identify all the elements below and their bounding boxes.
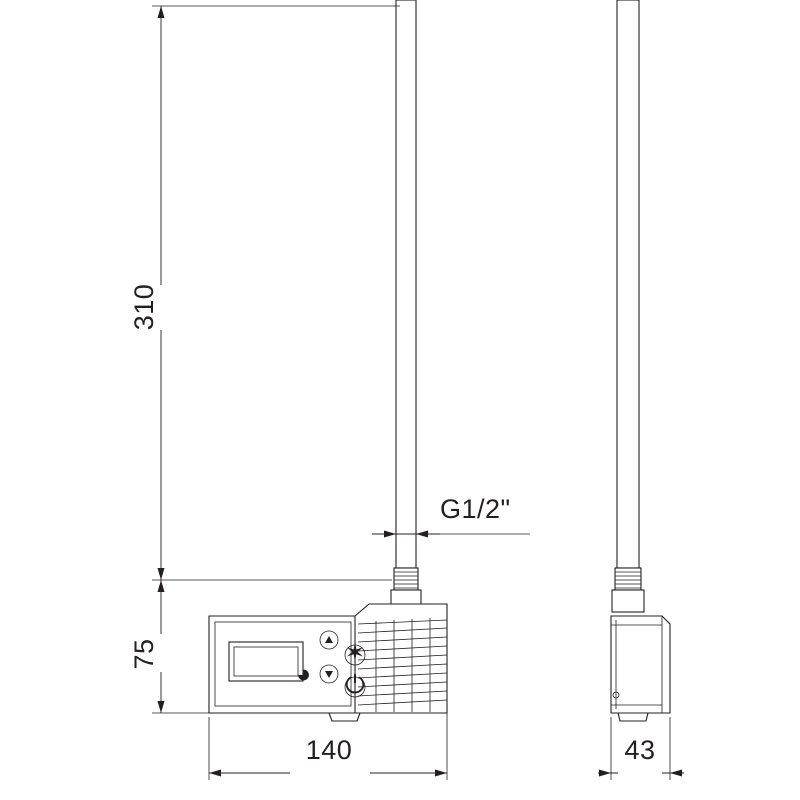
dimension-75-label: 75 — [129, 638, 159, 670]
front-view-body — [611, 616, 670, 713]
side-view — [209, 0, 447, 721]
dimension-140-label: 140 — [305, 735, 353, 765]
dimension-75 — [129, 580, 165, 713]
dimension-thread — [372, 494, 511, 538]
side-view-thread — [394, 568, 418, 590]
mode-icon: ✶ — [344, 639, 366, 667]
front-view — [611, 0, 670, 721]
dimension-140 — [209, 735, 447, 777]
side-view-bottom-tab — [329, 713, 360, 721]
dimension-310 — [129, 6, 165, 580]
side-view-pipe — [396, 0, 416, 568]
display-screen — [229, 642, 303, 681]
power-icon: ⏻ — [345, 671, 365, 699]
dimension-310-label: 310 — [129, 283, 159, 331]
front-view-thread — [615, 568, 641, 590]
dimension-thread-label: G1/2" — [440, 494, 511, 524]
display-icon: ◕ — [296, 660, 312, 688]
front-view-pipe — [617, 0, 639, 568]
front-view-bottom-tab — [618, 713, 648, 721]
dimension-43-label: 43 — [624, 735, 656, 765]
front-view-neck — [612, 590, 644, 612]
